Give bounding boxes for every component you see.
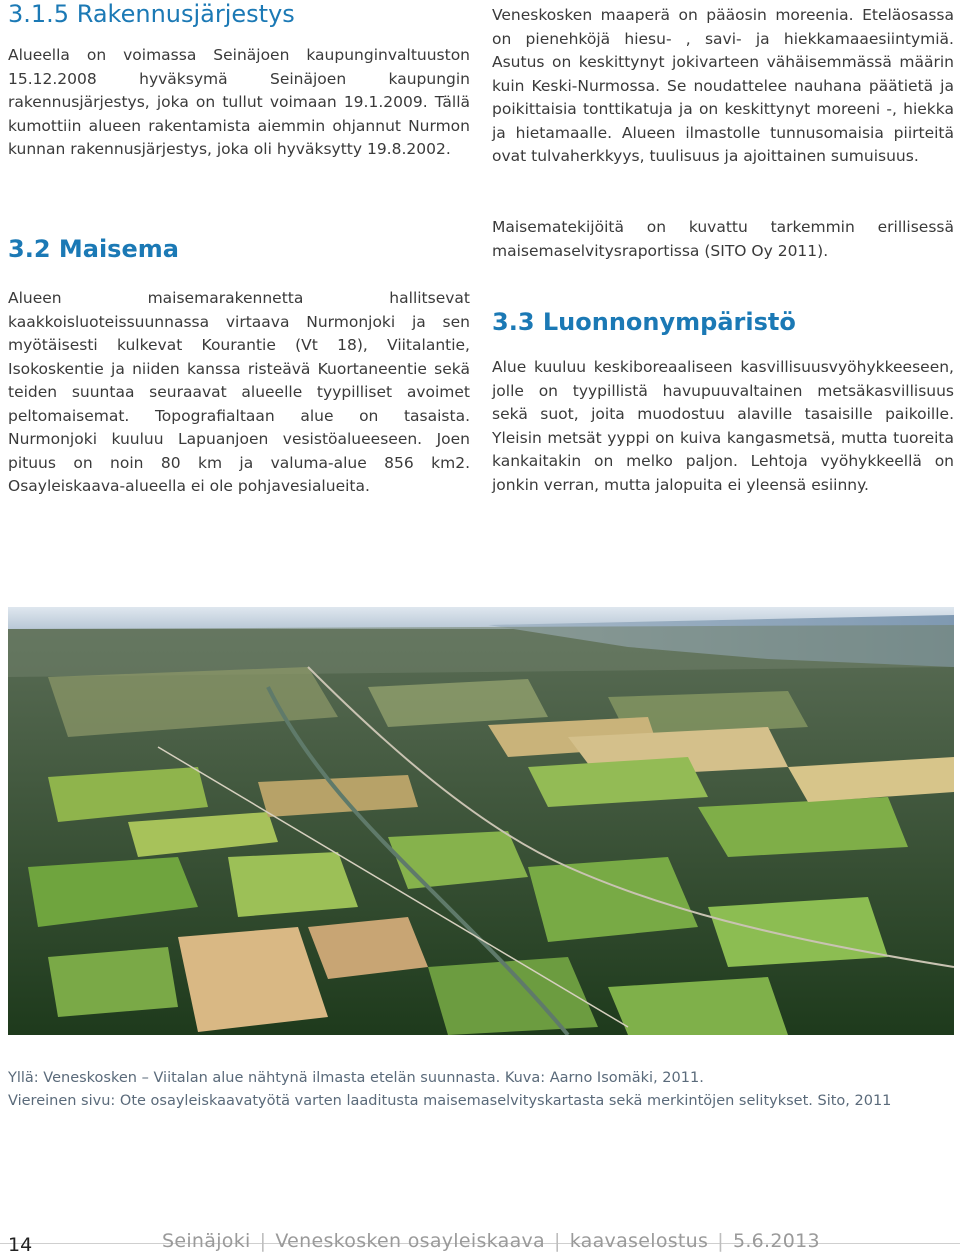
aerial-landscape-photo xyxy=(8,607,954,1035)
heading-3-2: 3.2 Maisema xyxy=(8,235,179,263)
paragraph-rakennusjarjestys: Alueella on voimassa Seinäjoen kaupunginvaltuuston 15.12.2008 hyväksymä Seinäjoen kaupungin rakennusjärjestys, joka on tullut voimaan 19.1.2009. Tällä kumottiin alueen rakentamista aiemmin ohjannut Nurmon kunnan rakennusjärjestys, joka oli hyväksytty 19.8.2002. xyxy=(8,46,470,158)
paragraph-maapera: Veneskosken maaperä on pääosin moreenia. Eteläosassa on pienehköjä hiesu- , savi- ja hiekkamaaesiintymiä. Asutus on keskittynyt jokivarteen vähäisemmässä määrin kuin Keski-Nurmossa. Se noudattelee nauhana päätietä ja poikittaisia tonttikatuja ja on keskittynyt moreeni -, hiekka ja hietamaalle. Alueen ilmastolle tunnusomaisia piirteitä ovat tulvaherkkyys, tuulisuus ja ajoittainen sumuisuus. xyxy=(492,6,954,165)
paragraph-luonnonymparisto: Alue kuuluu keskiboreaaliseen kasvillisuusvyöhykkeeseen, jolle on tyypillistä havupuuvaltainen metsäkasvillisuus sekä suot, joita muodostuu alaville tasaisille paikoille. Yleisin metsät yyppi on kuiva kangasmetsä, mutta tuoreita kankaitakin on melko paljon. Lehtoja vyöhykkeellä on jonkin verran, mutta jalopuita ei yleensä esiinny. xyxy=(492,358,954,494)
heading-3-1-5: 3.1.5 Rakennusjärjestys xyxy=(8,0,295,28)
paragraph-maisemaselvitys: Maisematekijöitä on kuvattu tarkemmin erillisessä maisemaselvitysraportissa (SITO Oy 2011). xyxy=(492,218,954,260)
page-number: 14 xyxy=(8,1234,33,1256)
footer-doc: kaavaselostus xyxy=(569,1230,709,1252)
heading-3-3: 3.3 Luonnonympäristö xyxy=(492,308,796,336)
map-caption: Viereinen sivu: Ote osayleiskaavatyötä varten laaditusta maisemaselvityskartasta sekä merkintöjen selitykset. Sito, 2011 xyxy=(8,1093,892,1109)
footer-date: 5.6.2013 xyxy=(732,1230,820,1252)
footer-plan: Veneskosken osayleiskaava xyxy=(275,1230,545,1252)
running-footer: Seinäjoki | Veneskosken osayleiskaava | kaavaselostus | 5.6.2013 xyxy=(162,1230,820,1252)
paragraph-maisema: Alueen maisemarakennetta hallitsevat kaakkoisluoteissuunnassa virtaava Nurmonjoki ja sen myötäisesti kulkevat Kourantie (Vt 18), Viitalantie, Isokoskentie ja niiden kanssa risteävä Kuortaneentie sekä teiden suuntaa seuraavat alueelle tyypilliset avoimet peltomaisemat. Topografialtaan alue on tasaista. Nurmonjoki kuuluu Lapuanjoen vesistöalueeseen. Joen pituus on noin 80 km ja valuma-alue 856 km2. Osayleiskaava-alueella ei ole pohjavesialueita. xyxy=(8,289,470,495)
footer-city: Seinäjoki xyxy=(162,1230,251,1252)
photo-caption: Yllä: Veneskosken – Viitalan alue nähtynä ilmasta etelän suunnasta. Kuva: Aarno Isomäki, 2011. xyxy=(8,1070,704,1086)
